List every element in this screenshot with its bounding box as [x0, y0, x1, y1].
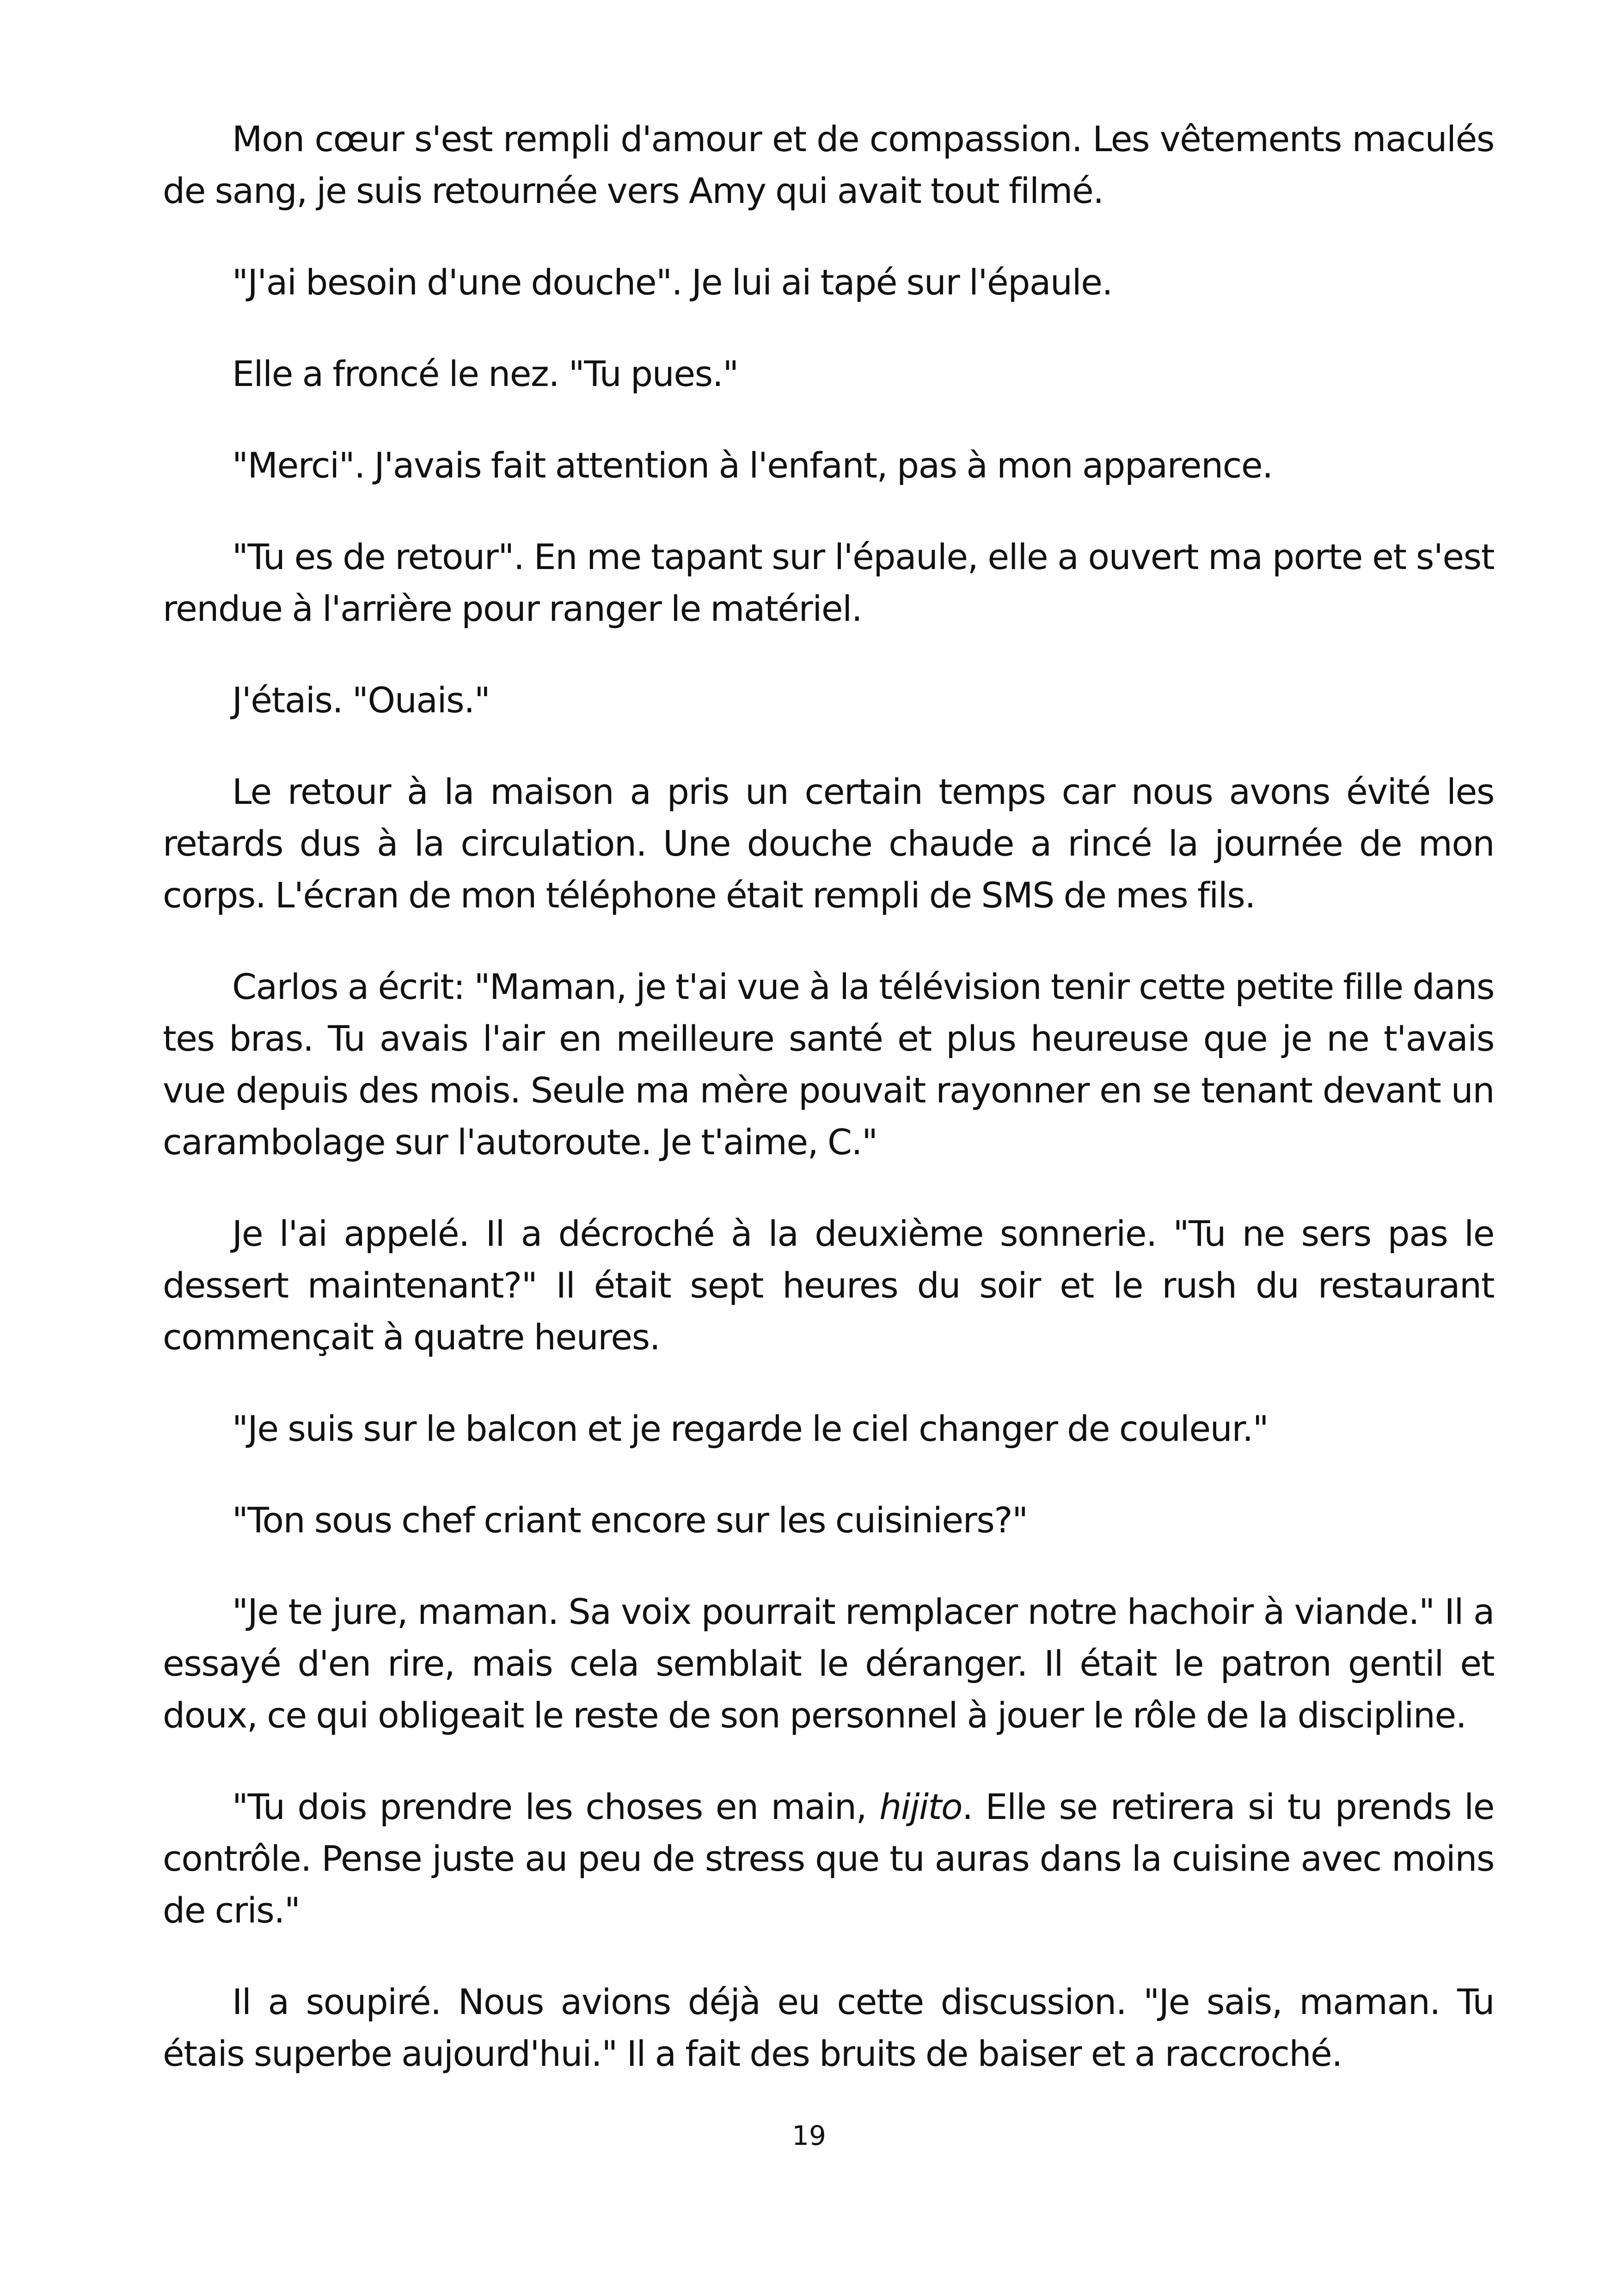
- paragraph-10: "Je suis sur le balcon et je regarde le ciel changer de couleur.": [232, 1408, 1269, 1449]
- paragraph-11: "Ton sous chef criant encore sur les cuisiniers?": [232, 1500, 1028, 1541]
- paragraph-3: Elle a froncé le nez. "Tu pues.": [232, 353, 738, 394]
- paragraph-8: Carlos a écrit: "Maman, je t'ai vue à la télévision tenir cette petite fille dans tes bras. Tu avais l'air en meilleure santé et plus heureuse que je ne t'avais vue depuis des mois. Seule ma mère pouvait rayonner en se tenant devant un carambolage sur l'autoroute. Je t'aime, C.": [163, 966, 1494, 1163]
- paragraph-4: "Merci". J'avais fait attention à l'enfant, pas à mon apparence.: [232, 445, 1273, 486]
- paragraph-6: J'étais. "Ouais.": [232, 680, 490, 721]
- italic-word: hijito: [879, 1786, 962, 1827]
- paragraph-13-end: . Elle se retirera si tu prends le contrôle. Pense juste au peu de stress que tu auras dans la cuisine avec moins de cris.": [163, 1786, 1494, 1931]
- paragraph-13-start: "Tu dois prendre les choses en main,: [232, 1786, 880, 1827]
- page-number: 19: [792, 2120, 826, 2151]
- paragraph-13: [163, 1781, 1494, 1936]
- paragraph-14: Il a soupiré. Nous avions déjà eu cette discussion. "Je sais, maman. Tu étais superbe aujourd'hui." Il a fait des bruits de baiser et a raccroché.: [163, 1981, 1494, 2074]
- body-text: [163, 113, 1494, 2119]
- paragraph-2: "J'ai besoin d'une douche". Je lui ai tapé sur l'épaule.: [232, 262, 1113, 303]
- paragraph-9: Je l'ai appelé. Il a décroché à la deuxième sonnerie. "Tu ne sers pas le dessert maintenant?" Il était sept heures du soir et le rush du restaurant commençait à quatre heures.: [163, 1213, 1494, 1358]
- paragraph-7: Le retour à la maison a pris un certain temps car nous avons évité les retards dus à la circulation. Une douche chaude a rincé la journée de mon corps. L'écran de mon téléphone était rempli de SMS de mes fils.: [163, 771, 1494, 916]
- paragraph-5: "Tu es de retour". En me tapant sur l'épaule, elle a ouvert ma porte et s'est rendue à l'arrière pour ranger le matériel.: [163, 536, 1494, 629]
- paragraph-12: "Je te jure, maman. Sa voix pourrait remplacer notre hachoir à viande." Il a essayé d'en rire, mais cela semblait le déranger. Il était le patron gentil et doux, ce qui obligeait le reste de son personnel à jouer le rôle de la discipline.: [163, 1591, 1494, 1736]
- paragraph-1: Mon cœur s'est rempli d'amour et de compassion. Les vêtements maculés de sang, je suis retournée vers Amy qui avait tout filmé.: [163, 118, 1494, 211]
